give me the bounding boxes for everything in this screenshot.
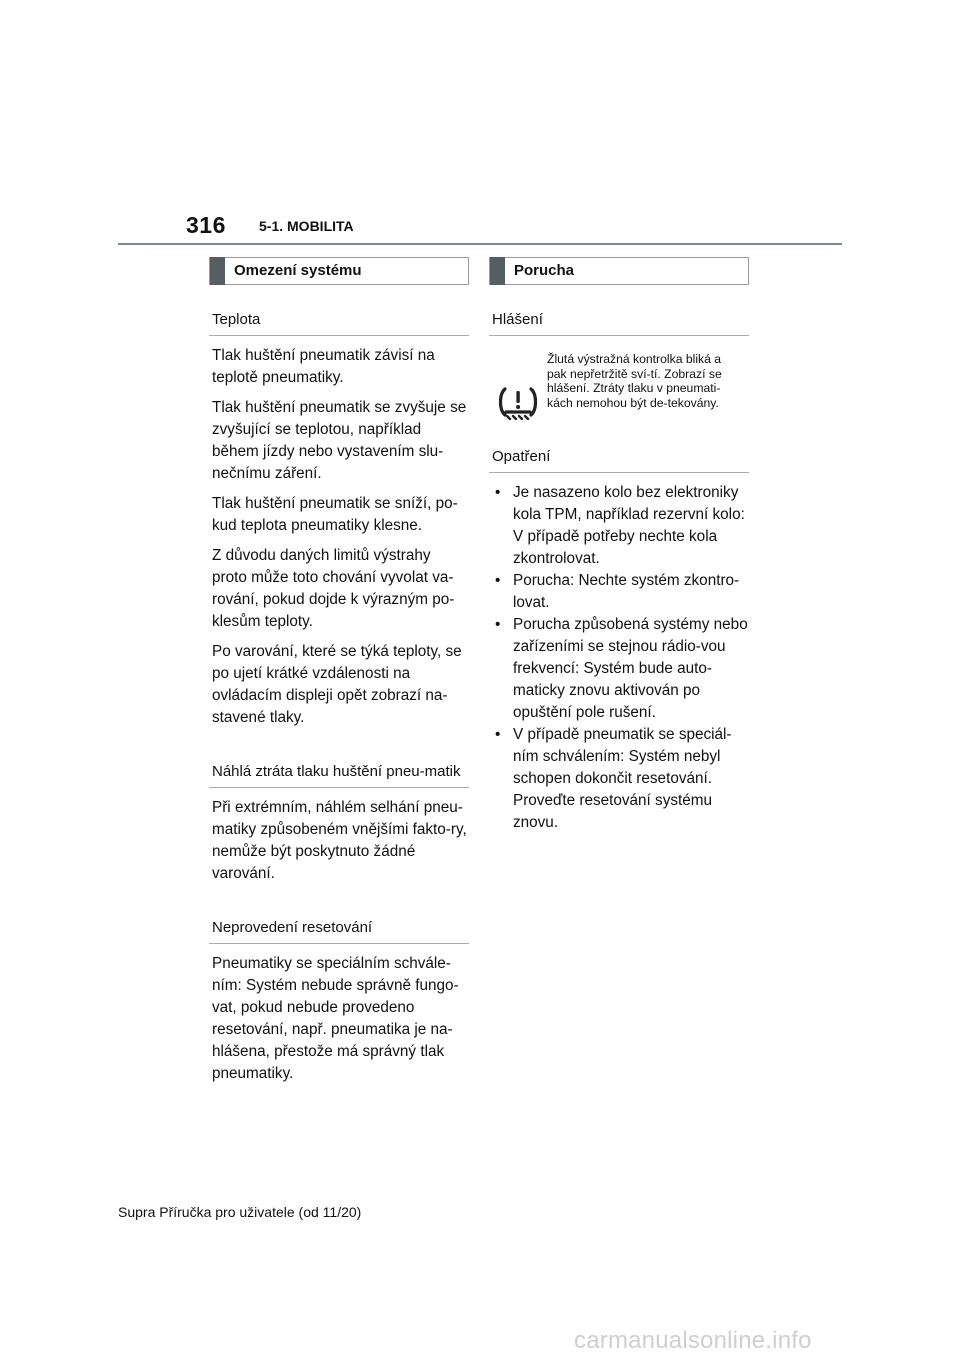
footer: Supra Příručka pro uživatele (od 11/20): [118, 1204, 362, 1220]
warning-description: Žlutá výstražná kontrolka bliká a pak nepřetržitě sví-tí. Zobrazí se hlášení. Ztráty tlaku v pneumati-kách nemohou být de-tekovány.: [547, 352, 722, 410]
malfunction-title: Porucha: [514, 262, 575, 279]
list-item: • Porucha: Nechte systém zkontro-lovat.: [492, 570, 749, 614]
section-title: 5-1. MOBILITA: [259, 218, 354, 234]
system-limits-title: Omezení systému: [234, 262, 362, 279]
paragraph: Pneumatiky se speciálním schvále-ním: Systém nebude správně fungo-vat, pokud nebude provedeno resetování, např. pneumatika je na-hlášena, přestože má správný tlak pneumatiky.: [212, 955, 459, 1082]
box-bar: [490, 257, 505, 285]
box-bar: [210, 257, 225, 285]
measures-subhead: Opatření: [489, 446, 749, 473]
paragraph: Tlak huštění pneumatik se sníží, po-kud teplota pneumatiky klesne.: [212, 495, 458, 534]
paragraph: Při extrémním, náhlém selhání pneu-matiky způsobeném vnějšími fakto-ry, nemůže být poskytnuto žádné varování.: [212, 799, 467, 882]
tire-pressure-warning-icon: [489, 352, 547, 420]
list-item: • Je nasazeno kolo bez elektroniky kola TPM, například rezervní kolo: V případě potřeby nechte kola zkontrolovat.: [492, 482, 749, 570]
sudden-loss-subhead: Náhlá ztráta tlaku huštění pneu-matik: [209, 761, 469, 788]
paragraph: Z důvodu daných limitů výstrahy proto může toto chování vyvolat va-rování, pokud dojde k výrazným po-klesům teploty.: [212, 547, 455, 630]
left-column: [209, 257, 469, 1085]
watermark: carmanualsonline.info: [574, 1327, 812, 1354]
paragraph: Tlak huštění pneumatik závisí na teplotě pneumatiky.: [212, 347, 435, 386]
paragraph: Po varování, které se týká teploty, se po ujetí krátké vzdálenosti na ovládacím displeji opět zobrazí na-stavené tlaky.: [212, 643, 462, 726]
header-rule: [118, 243, 842, 245]
malfunction-box: [489, 257, 749, 285]
page-number: 316: [186, 212, 226, 238]
list-item: • V případě pneumatik se speciál-ním schválením: Systém nebyl schopen dokončit resetování. Proveďte resetování systému znovu.: [492, 724, 749, 834]
right-column: [489, 257, 749, 834]
message-subhead: Hlášení: [489, 309, 749, 336]
list-item: • Porucha způsobená systémy nebo zařízeními se stejnou rádio-vou frekvencí: Systém bude auto-maticky znovu aktivován po opuštění pole rušení.: [492, 614, 749, 724]
temperature-subhead: Teplota: [209, 309, 469, 336]
warning-row: [489, 352, 749, 420]
no-reset-subhead: Neprovedení resetování: [209, 917, 469, 944]
paragraph: Tlak huštění pneumatik se zvyšuje se zvyšující se teplotou, například během jízdy nebo vystavením slu-nečnímu záření.: [212, 399, 467, 482]
system-limits-box: [209, 257, 469, 285]
measures-list: [489, 482, 749, 834]
